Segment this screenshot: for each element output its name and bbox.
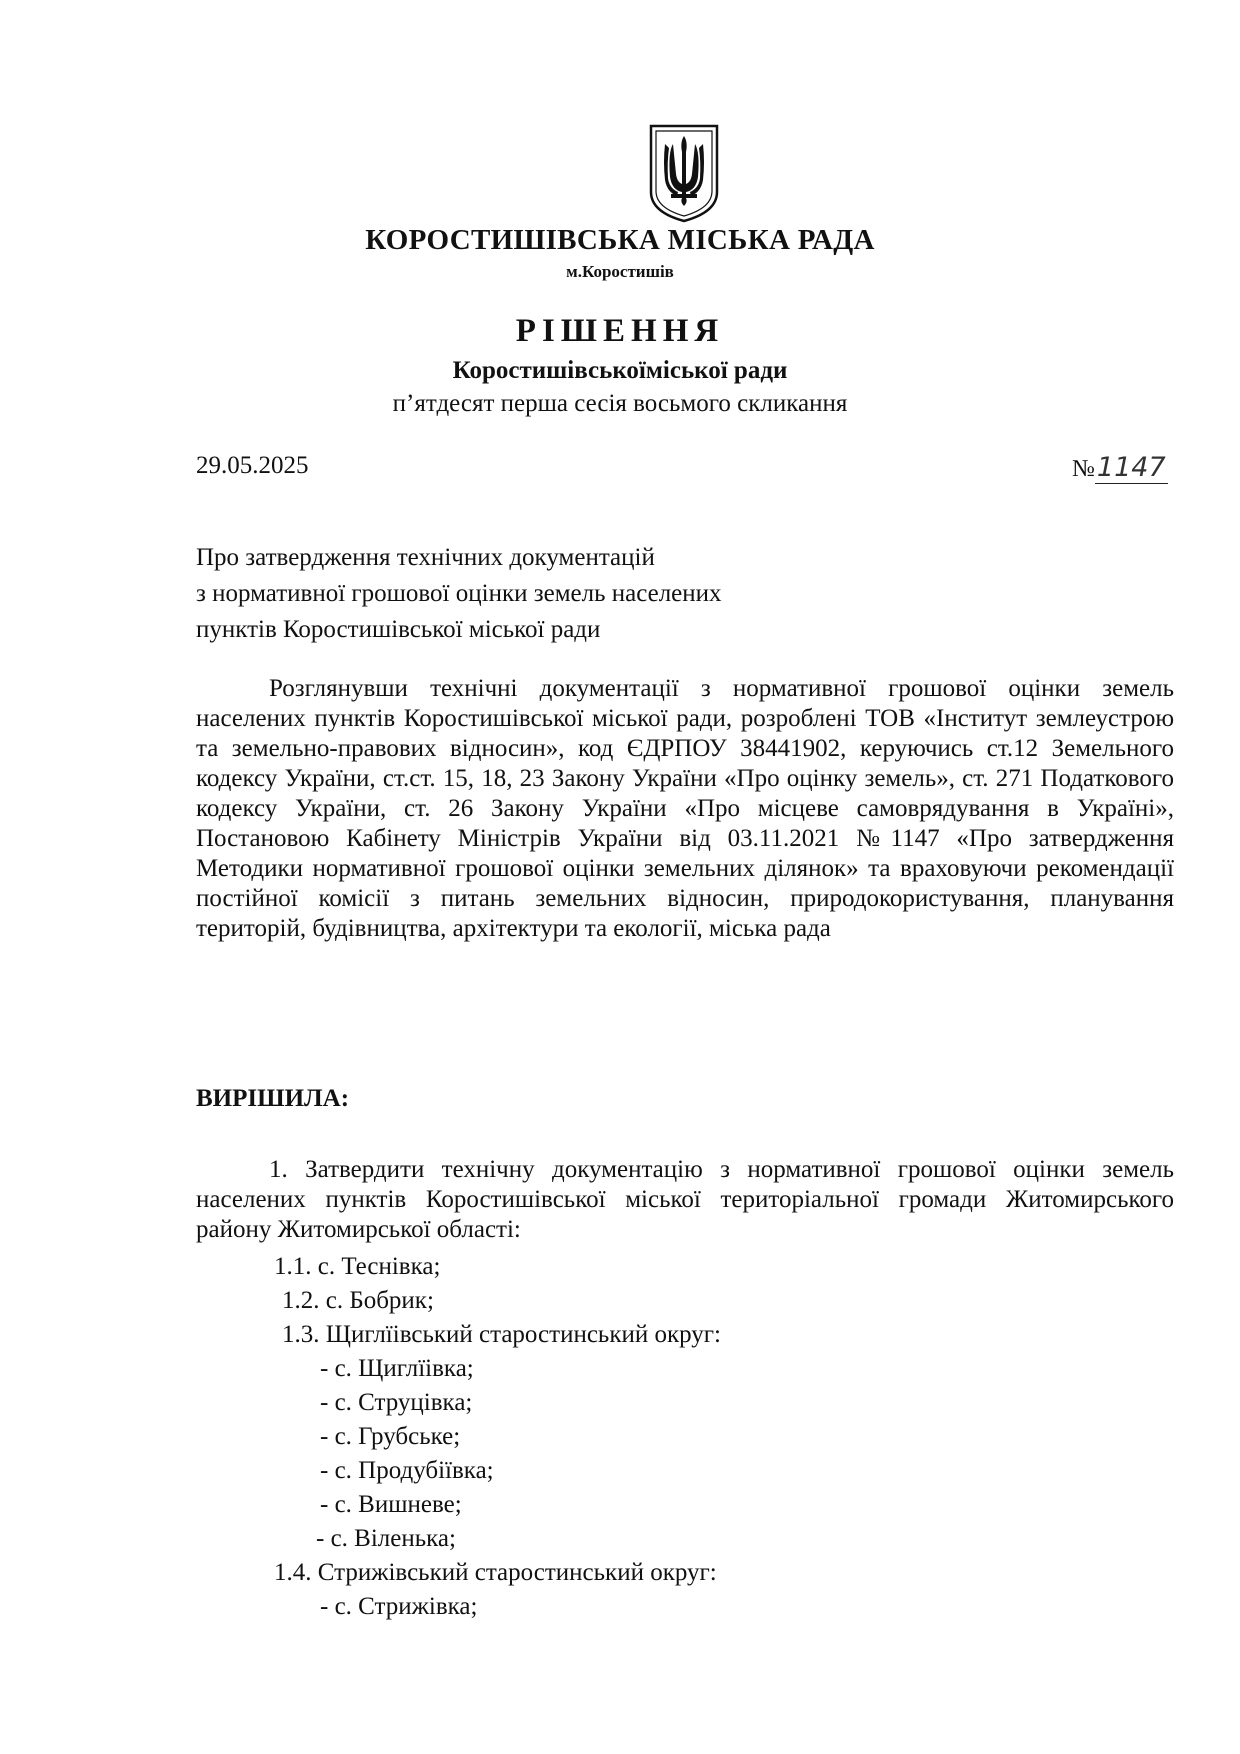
document-type-heading: РІШЕННЯ xyxy=(515,313,725,349)
trident-coat-of-arms-icon xyxy=(647,122,721,224)
list-item: - с. Вишневе; xyxy=(320,1491,462,1518)
decision-subject xyxy=(196,540,722,648)
decided-heading: ВИРІШИЛА: xyxy=(196,1085,350,1112)
decision-date: 29.05.2025 xyxy=(196,452,309,479)
subject-line: з нормативної грошової оцінки земель населених xyxy=(196,580,722,607)
list-item: - с. Віленька; xyxy=(316,1525,456,1552)
list-item: 1.2. с. Бобрик; xyxy=(282,1287,434,1314)
session-line: п’ятдесят перша сесія восьмого скликання xyxy=(392,390,848,417)
preamble-paragraph: Розглянувши технічні документації з нормативної грошової оцінки земель населених пунктів Коростишівської міської ради, розроблені ТОВ «Інститут землеустрою та земельно-правових відносин», код ЄДРПОУ 38441902, керуючись ст.12 Земельного кодексу України, ст.ст. 15, 18, 23 Закону України «Про оцінку земель», ст. 271 Податкового кодексу України, ст. 26 Закону України «Про місцеве самоврядування в Україні», Постановою Кабінету Міністрів України від 03.11.2021 №1147 «Про затвердження Методики нормативної грошової оцінки земельних ділянок» та враховуючи рекомендації постійної комісії з питань земельних відносин, природокористування, планування територій, будівництва, архітектури та екології, міська рада xyxy=(196,675,1174,942)
list-item: - с. Стрижівка; xyxy=(320,1593,478,1620)
decision-item-1: 1. Затвердити технічну документацію з нормативної грошової оцінки земель населених пунктів Коростишівської міської територіальної громади Житомирського району Житомирської області: xyxy=(196,1156,1174,1243)
city-name: м.Коростишів xyxy=(566,262,674,281)
list-item: - с. Грубське; xyxy=(320,1423,461,1450)
list-item: 1.3. Щиглїівський старостинський округ: xyxy=(282,1321,722,1348)
subject-line: Про затвердження технічних документацій xyxy=(196,544,655,571)
list-item: - с. Щиглїівка; xyxy=(320,1355,474,1382)
organization-title: КОРОСТИШІВСЬКА МІСЬКА РАДА xyxy=(365,224,875,256)
list-item: - с. Струцівка; xyxy=(320,1389,473,1416)
council-name: Коростишівськоїміської ради xyxy=(452,357,788,384)
decision-number xyxy=(1072,452,1168,483)
number-label: № xyxy=(1072,456,1095,482)
list-item: 1.4. Стрижівський старостинський округ: xyxy=(274,1559,717,1586)
list-item: - с. Продубіївка; xyxy=(320,1457,494,1484)
list-item: 1.1. с. Теснівка; xyxy=(274,1253,441,1280)
handwritten-number: 1147 xyxy=(1096,452,1166,483)
subject-line: пунктів Коростишівської міської ради xyxy=(196,616,601,643)
